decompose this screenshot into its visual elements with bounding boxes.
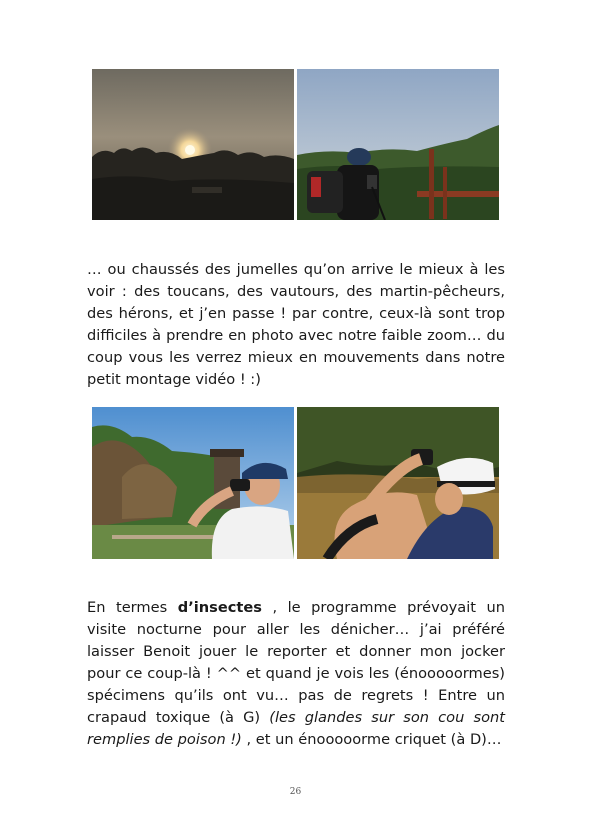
paragraph-insects-intro: En termes <box>87 599 178 616</box>
paragraph-birds: … ou chaussés des jumelles qu’on arrive le mieux à les voir : des toucans, des vautours, des martin-pêcheurs, des hérons, et j’en passe ! par contre, ceux-là sont trop difficiles à prendre en photo avec notre faible zoom… du coup vous les verrez mieux en mouvements dans notre petit montage vidéo ! :) <box>87 261 505 388</box>
photographer-on-tower-photo <box>297 69 499 220</box>
paragraph-insects <box>87 597 505 751</box>
paragraph-insects-body: , le programme prévoyait un visite nocturne pour aller les dénicher… j’ai préféré laisser Benoit jouer le reporter et donner mon jocker pour ce coup-là ! ^^ et quand je vois les (énooooormes) spécimens qu’ils ont vu… pas de regrets ! Entre un crapaud toxique (à G) <box>87 599 505 726</box>
poison-gland-note: (les glandes sur son cou sont remplies de poison !) <box>87 709 505 748</box>
binoculars-lodge-photo <box>92 407 294 559</box>
paragraph-insects-ending: , et un énooooorme criquet (à D)… <box>241 731 502 748</box>
binoculars-river-photo <box>297 407 499 559</box>
sunset-through-fog-photo <box>92 69 294 220</box>
insects-keyword: d’insectes <box>177 599 262 616</box>
page-number: 26 <box>289 787 302 797</box>
